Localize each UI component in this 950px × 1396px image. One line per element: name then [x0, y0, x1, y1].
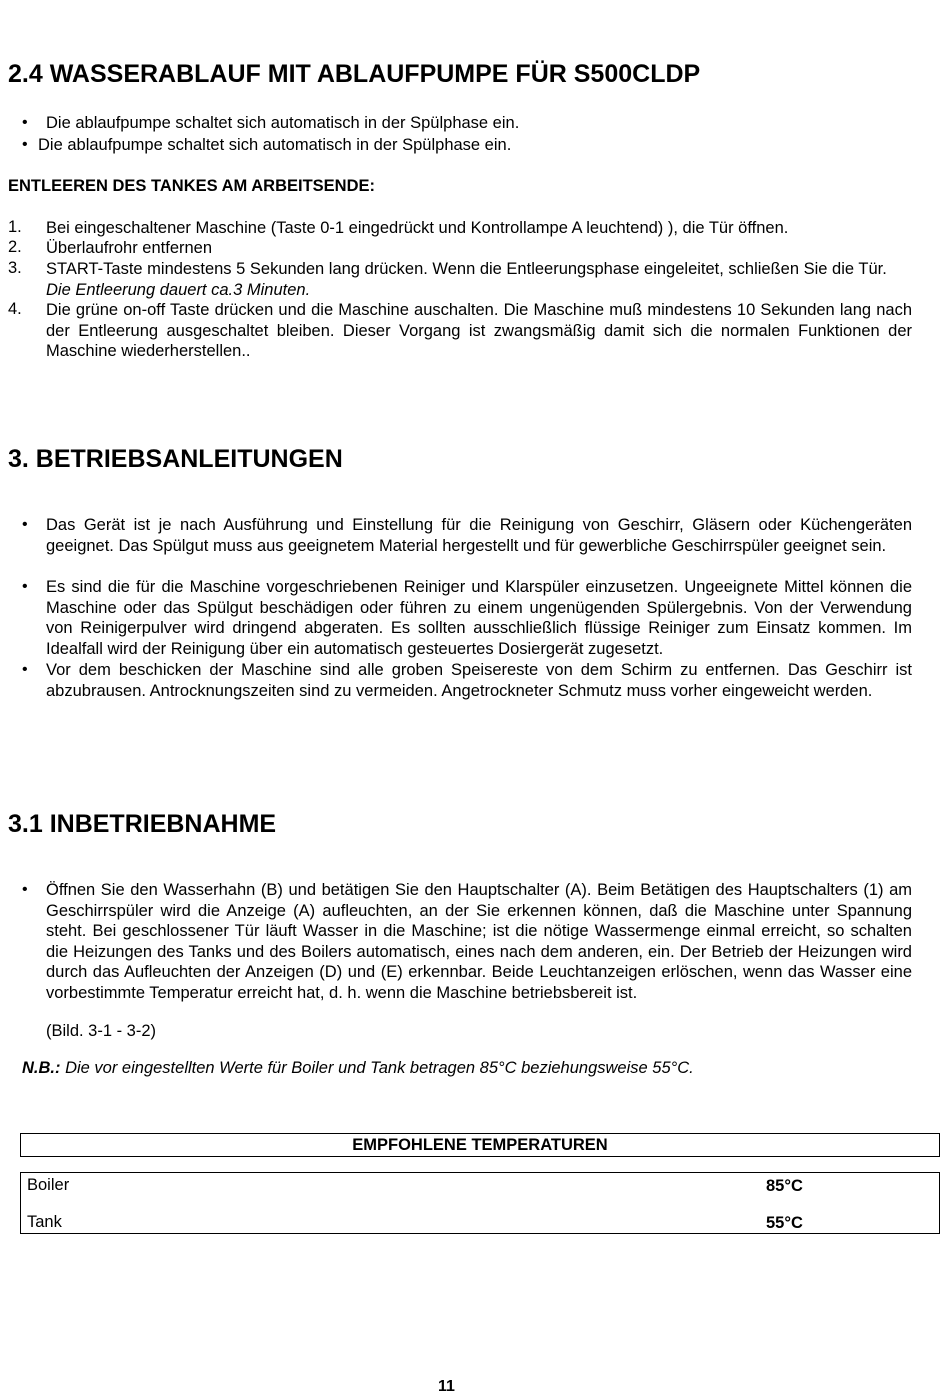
bullet-text: Öffnen Sie den Wasserhahn (B) und betätigen Sie den Hauptschalter (A). Beim Betätigen des Hauptschalters (1) am Geschirrspüler wird die Anzeige (A) aufleuchten, an der Sie erkennen können, daß die Maschine unter Spannung steht. Bei geschlossener Tür läuft Wasser in die Maschine; ist die nötige Wassermenge einmal erreicht, so schalten die Heizungen des Tanks und des Boilers automatisch, eines nach dem anderen, ein. Der Betrieb der Heizungen wird durch das Aufleuchten der Anzeigen (D) und (E) erkennbar. Beide Leuchtanzeigen erlöschen, wenn das Wasser eine vorbestimmte Temperatur erreicht hat, d. h. wenn die Maschine betriebsbereit ist. — [46, 881, 912, 1002]
step-text: Überlaufrohr entfernen — [46, 239, 213, 257]
subheading-entleeren: ENTLEEREN DES TANKES AM ARBEITSENDE: — [8, 177, 375, 195]
bullet-dot — [22, 880, 44, 899]
section-heading-3-1: 3.1 INBETRIEBNAHME — [8, 810, 277, 838]
bullet-dot — [22, 660, 44, 679]
temp-row-label: Boiler — [27, 1176, 70, 1194]
temperature-table-header — [20, 1133, 940, 1157]
note-text: Die vor eingestellten Werte für Boiler und Tank betragen 85°C beziehungsweise 55°C. — [60, 1059, 694, 1077]
step-number: 1. — [8, 218, 22, 236]
step-text: START-Taste mindestens 5 Sekunden lang drücken. Wenn die Entleerungsphase eingeleitet, schließen Sie die Tür. — [46, 260, 887, 278]
figure-reference: (Bild. 3-1 - 3-2) — [46, 1022, 157, 1040]
step-text: Bei eingeschaltener Maschine (Taste 0-1 eingedrückt und Kontrollampe A leuchtend) ), die Tür öffnen. — [46, 219, 789, 237]
bullet-text: Die ablaufpumpe schaltet sich automatisch in der Spülphase ein. — [38, 136, 512, 154]
temp-row-label: Tank — [27, 1213, 62, 1231]
temperature-table-title: EMPFOHLENE TEMPERATUREN — [352, 1136, 608, 1154]
bullet-text: Das Gerät ist je nach Ausführung und Einstellung für die Reinigung von Geschirr, Gläsern oder Küchengeräten geeignet. Das Spülgut muss aus geeignetem Material hergestellt und für gewerbliche Geschirrspüler geeignet sein. — [46, 516, 912, 555]
step-number: 3. — [8, 259, 22, 277]
bullet-text: Vor dem beschicken der Maschine sind alle groben Speisereste von dem Schirm zu entfernen. Das Geschirr ist abzubrausen. Antrocknungszeiten sind zu vermeiden. Angetrockneter Schmutz muss vorher eingeweicht werden. — [46, 661, 912, 700]
bullet-text: Es sind die für die Maschine vorgeschriebenen Reiniger und Klarspüler einzusetzen. Ungeeignete Mittel können die Maschine oder das Spülgut beschädigen oder führen zu einem ungenügenden Spülergebnis. Von der Verwendung von Reinigerpulver wird dringend abgeraten. Es sollten ausschließlich flüssige Reiniger zum Einsatz kommen. Im Idealfall wird der Reinigung über ein automatisch gesteuertes Dosiergerät zugesetzt. — [46, 578, 912, 658]
section-heading-3: 3. BETRIEBSANLEITUNGEN — [8, 445, 343, 473]
bullet-text: Die ablaufpumpe schaltet sich automatisch in der Spülphase ein. — [46, 114, 520, 132]
step-italic-note: Die Entleerung dauert ca.3 Minuten. — [46, 280, 311, 299]
bullet-dot — [22, 515, 44, 534]
bullet-dot — [22, 113, 44, 132]
section-heading-2-4: 2.4 WASSERABLAUF MIT ABLAUFPUMPE FÜR S500CLDP — [8, 60, 701, 88]
note-line — [22, 1059, 694, 1078]
temp-row-value: 55°C — [766, 1214, 803, 1232]
note-label: N.B.: — [22, 1059, 61, 1077]
step-number: 2. — [8, 238, 22, 256]
step-text: Die grüne on-off Taste drücken und die Maschine auschalten. Die Maschine muß mindestens 10 Sekunden lang nach der Entleerung ausgeschaltet bleiben. Dieser Vorgang ist zwangsmäßig damit sich die normalen Funktionen der Maschine wiederherstellen.. — [46, 301, 912, 361]
step-number: 4. — [8, 300, 22, 318]
bullet-dot — [22, 577, 44, 596]
page-number: 11 — [438, 1378, 455, 1395]
temp-row-value: 85°C — [766, 1177, 803, 1195]
step-item — [46, 259, 896, 300]
temperature-table-body — [20, 1172, 940, 1234]
